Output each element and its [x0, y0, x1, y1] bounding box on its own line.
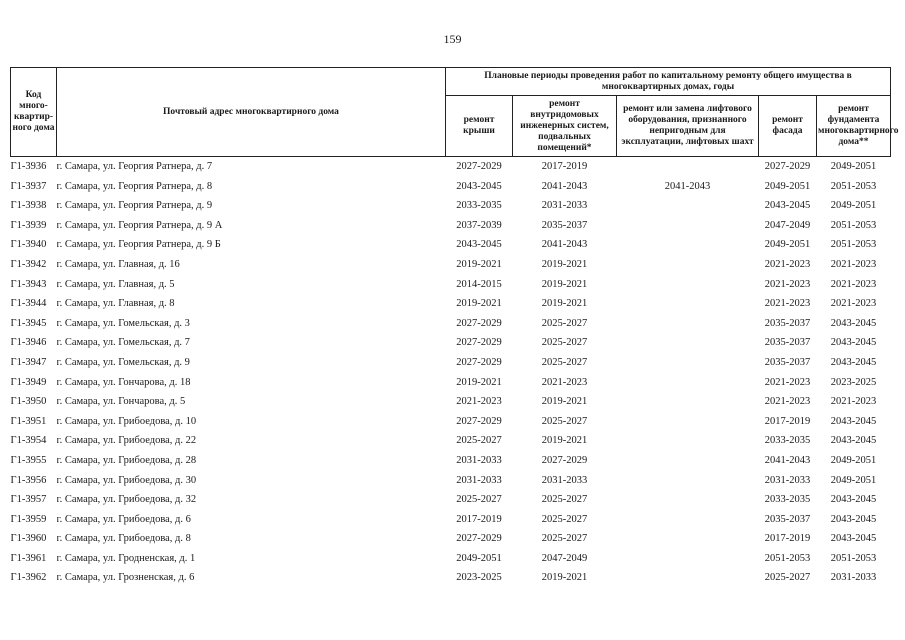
cell-roof: 2014-2015: [456, 278, 502, 290]
cell-address: г. Самара, ул. Грозненская, д. 6: [56, 572, 195, 584]
cell-systems: 2025-2027: [541, 533, 588, 545]
cell-code: Г1-3946: [10, 337, 47, 349]
header-code: Код много-квартир-ного дома: [11, 68, 57, 157]
table-row: [11, 529, 891, 549]
cell-address: г. Самара, ул. Грибоедова, д. 8: [56, 533, 191, 545]
cell-roof: 2027-2029: [456, 161, 502, 172]
cell-systems: 2047-2049: [541, 552, 588, 564]
cell-roof: 2027-2029: [456, 356, 502, 368]
table-row: [11, 510, 891, 530]
cell-facade: 2017-2019: [764, 533, 811, 545]
cell-address: г. Самара, ул. Георгия Ратнера, д. 9 А: [56, 219, 223, 231]
cell-roof: 2023-2025: [456, 572, 502, 584]
table-row: [11, 294, 891, 314]
cell-lift: [617, 255, 759, 275]
cell-code: Г1-3962: [10, 572, 47, 584]
table-body: [11, 157, 891, 589]
cell-systems: 2019-2021: [541, 258, 588, 270]
header-facade: ремонт фасада: [759, 96, 817, 157]
cell-lift: [617, 157, 759, 177]
cell-code: Г1-3954: [10, 435, 47, 447]
cell-roof: 2043-2045: [456, 180, 502, 192]
cell-foundation: 2051-2053: [830, 219, 877, 231]
cell-facade: 2041-2043: [764, 454, 811, 466]
cell-foundation: 2049-2051: [830, 161, 877, 172]
cell-facade: 2049-2051: [764, 180, 811, 192]
table-row: [11, 431, 891, 451]
page-number: 159: [443, 32, 462, 46]
cell-address: г. Самара, ул. Гомельская, д. 9: [56, 356, 190, 368]
cell-systems: 2027-2029: [541, 454, 588, 466]
cell-facade: 2021-2023: [764, 258, 811, 270]
cell-lift: [617, 294, 759, 314]
cell-systems: 2017-2019: [541, 161, 588, 172]
cell-lift: [617, 392, 759, 412]
cell-address: г. Самара, ул. Гомельская, д. 7: [56, 337, 190, 349]
cell-code: Г1-3940: [10, 239, 47, 251]
cell-foundation: 2049-2051: [830, 454, 877, 466]
cell-code: Г1-3959: [10, 513, 47, 525]
cell-lift: [617, 510, 759, 530]
cell-foundation: 2043-2045: [830, 435, 877, 447]
header-periods: Плановые периоды проведения работ по капитальному ремонту общего имущества в многоквартирных домах, годы: [446, 68, 891, 96]
cell-foundation: 2021-2023: [830, 396, 877, 408]
cell-roof: 2027-2029: [456, 317, 502, 329]
cell-facade: 2035-2037: [764, 337, 811, 349]
cell-code: Г1-3943: [10, 278, 47, 290]
cell-address: г. Самара, ул. Грибоедова, д. 30: [56, 474, 197, 486]
cell-code: Г1-3937: [10, 180, 47, 192]
cell-roof: 2043-2045: [456, 239, 502, 251]
table-row: [11, 451, 891, 471]
cell-foundation: 2023-2025: [830, 376, 877, 388]
cell-roof: 2027-2029: [456, 337, 502, 349]
cell-address: г. Самара, ул. Грибоедова, д. 6: [56, 513, 191, 525]
cell-address: г. Самара, ул. Гомельская, д. 3: [56, 317, 190, 329]
cell-facade: 2047-2049: [764, 219, 811, 231]
cell-systems: 2025-2027: [541, 494, 588, 506]
cell-systems: 2035-2037: [541, 219, 588, 231]
cell-foundation: 2051-2053: [830, 180, 877, 192]
cell-foundation: 2049-2051: [830, 200, 877, 212]
cell-foundation: 2051-2053: [830, 552, 877, 564]
cell-address: г. Самара, ул. Георгия Ратнера, д. 9 Б: [56, 239, 221, 251]
table-row: [11, 314, 891, 334]
cell-lift: [617, 471, 759, 491]
cell-lift: [617, 196, 759, 216]
cell-roof: 2017-2019: [456, 513, 502, 525]
cell-systems: 2019-2021: [541, 278, 588, 290]
cell-facade: 2021-2023: [764, 376, 811, 388]
cell-systems: 2025-2027: [541, 337, 588, 349]
cell-lift: [617, 549, 759, 569]
cell-lift: [617, 314, 759, 334]
cell-address: г. Самара, ул. Главная, д. 8: [56, 298, 175, 310]
cell-code: Г1-3960: [10, 533, 47, 545]
cell-facade: 2033-2035: [764, 435, 811, 447]
table-row: [11, 373, 891, 393]
cell-facade: 2035-2037: [764, 317, 811, 329]
cell-facade: 2035-2037: [764, 356, 811, 368]
cell-facade: 2021-2023: [764, 298, 811, 310]
cell-lift: [617, 275, 759, 295]
header-systems: ремонт внутридомовых инженерных систем, подвальных помещений*: [513, 96, 617, 157]
cell-code: Г1-3949: [10, 376, 47, 388]
cell-facade: 2031-2033: [764, 474, 811, 486]
header-lift: ремонт или замена лифтового оборудования, признанного непригодным для эксплуатации, лифтовых шахт: [617, 96, 759, 157]
table-row: [11, 412, 891, 432]
cell-roof: 2027-2029: [456, 533, 502, 545]
cell-address: г. Самара, ул. Гончарова, д. 5: [56, 396, 186, 408]
cell-roof: 2025-2027: [456, 435, 502, 447]
cell-address: г. Самара, ул. Грибоедова, д. 28: [56, 454, 197, 466]
cell-roof: 2027-2029: [456, 415, 502, 427]
cell-roof: 2031-2033: [456, 454, 502, 466]
cell-systems: 2019-2021: [541, 298, 588, 310]
cell-lift: [617, 216, 759, 236]
cell-foundation: 2043-2045: [830, 513, 877, 525]
cell-systems: 2025-2027: [541, 317, 588, 329]
table-row: [11, 275, 891, 295]
cell-lift: [617, 353, 759, 373]
cell-code: Г1-3939: [10, 219, 47, 231]
cell-foundation: 2021-2023: [830, 278, 877, 290]
cell-roof: 2019-2021: [456, 376, 502, 388]
cell-facade: 2021-2023: [764, 396, 811, 408]
cell-systems: 2031-2033: [541, 200, 588, 212]
cell-systems: 2025-2027: [541, 513, 588, 525]
cell-systems: 2025-2027: [541, 356, 588, 368]
cell-code: Г1-3945: [10, 317, 47, 329]
header-roof: ремонт крыши: [446, 96, 513, 157]
cell-facade: 2025-2027: [764, 572, 811, 584]
cell-code: Г1-3956: [10, 474, 47, 486]
table-row: [11, 177, 891, 197]
table-row: [11, 392, 891, 412]
cell-code: Г1-3951: [10, 415, 47, 427]
cell-systems: 2031-2033: [541, 474, 588, 486]
cell-lift: [617, 451, 759, 471]
cell-facade: 2043-2045: [764, 200, 811, 212]
table-row: [11, 216, 891, 236]
cell-foundation: 2043-2045: [830, 533, 877, 545]
cell-foundation: 2043-2045: [830, 415, 877, 427]
table-row: [11, 353, 891, 373]
header-address: Почтовый адрес многоквартирного дома: [57, 68, 446, 157]
table-row: [11, 235, 891, 255]
cell-code: Г1-3957: [10, 494, 47, 506]
cell-foundation: 2021-2023: [830, 298, 877, 310]
cell-address: г. Самара, ул. Грибоедова, д. 22: [56, 435, 197, 447]
cell-roof: 2033-2035: [456, 200, 502, 212]
cell-roof: 2031-2033: [456, 474, 502, 486]
cell-lift: [617, 529, 759, 549]
cell-address: г. Самара, ул. Георгия Ратнера, д. 9: [56, 200, 213, 212]
cell-address: г. Самара, ул. Георгия Ратнера, д. 7: [56, 161, 213, 172]
cell-systems: 2019-2021: [541, 396, 588, 408]
cell-code: Г1-3936: [10, 161, 47, 172]
cell-code: Г1-3955: [10, 454, 47, 466]
cell-foundation: 2043-2045: [830, 317, 877, 329]
cell-address: г. Самара, ул. Гончарова, д. 18: [56, 376, 191, 388]
cell-facade: 2017-2019: [764, 415, 811, 427]
cell-roof: 2025-2027: [456, 494, 502, 506]
cell-roof: 2049-2051: [456, 552, 502, 564]
capital-repair-table: [10, 67, 899, 588]
cell-facade: 2049-2051: [764, 239, 811, 251]
cell-roof: 2019-2021: [456, 298, 502, 310]
cell-roof: 2019-2021: [456, 258, 502, 270]
cell-facade: 2027-2029: [764, 161, 811, 172]
cell-systems: 2019-2021: [541, 572, 588, 584]
cell-lift: [617, 431, 759, 451]
cell-facade: 2051-2053: [764, 552, 811, 564]
cell-foundation: 2043-2045: [830, 356, 877, 368]
cell-lift: [617, 373, 759, 393]
cell-lift: [617, 412, 759, 432]
cell-foundation: 2043-2045: [830, 494, 877, 506]
cell-foundation: 2021-2023: [830, 258, 877, 270]
table-row: [11, 157, 891, 177]
cell-code: Г1-3942: [10, 258, 47, 270]
cell-code: Г1-3961: [10, 552, 47, 564]
table-row: [11, 333, 891, 353]
cell-code: Г1-3950: [10, 396, 47, 408]
cell-foundation: 2043-2045: [830, 337, 877, 349]
cell-code: Г1-3944: [10, 298, 47, 310]
cell-lift: [617, 333, 759, 353]
cell-lift: 2041-2043: [664, 180, 711, 192]
cell-code: Г1-3938: [10, 200, 47, 212]
cell-address: г. Самара, ул. Главная, д. 5: [56, 278, 175, 290]
cell-foundation: 2049-2051: [830, 474, 877, 486]
cell-systems: 2019-2021: [541, 435, 588, 447]
table-row: [11, 490, 891, 510]
cell-systems: 2041-2043: [541, 180, 588, 192]
cell-roof: 2037-2039: [456, 219, 502, 231]
cell-roof: 2021-2023: [456, 396, 502, 408]
cell-code: Г1-3947: [10, 356, 47, 368]
cell-address: г. Самара, ул. Грибоедова, д. 32: [56, 494, 197, 506]
cell-foundation: 2051-2053: [830, 239, 877, 251]
cell-address: г. Самара, ул. Георгия Ратнера, д. 8: [56, 180, 213, 192]
cell-lift: [617, 568, 759, 588]
table-row: [11, 568, 891, 588]
cell-facade: 2033-2035: [764, 494, 811, 506]
cell-facade: 2021-2023: [764, 278, 811, 290]
table-row: [11, 549, 891, 569]
table-row: [11, 196, 891, 216]
cell-lift: [617, 490, 759, 510]
cell-address: г. Самара, ул. Грибоедова, д. 10: [56, 415, 197, 427]
table-row: [11, 255, 891, 275]
cell-lift: [617, 235, 759, 255]
cell-foundation: 2031-2033: [830, 572, 877, 584]
cell-address: г. Самара, ул. Гродненская, д. 1: [56, 552, 196, 564]
cell-systems: 2041-2043: [541, 239, 588, 251]
cell-systems: 2025-2027: [541, 415, 588, 427]
cell-facade: 2035-2037: [764, 513, 811, 525]
cell-systems: 2021-2023: [541, 376, 588, 388]
cell-address: г. Самара, ул. Главная, д. 16: [56, 258, 180, 270]
header-foundation: ремонт фундамента многоквартирного дома**: [817, 96, 891, 157]
table-row: [11, 471, 891, 491]
